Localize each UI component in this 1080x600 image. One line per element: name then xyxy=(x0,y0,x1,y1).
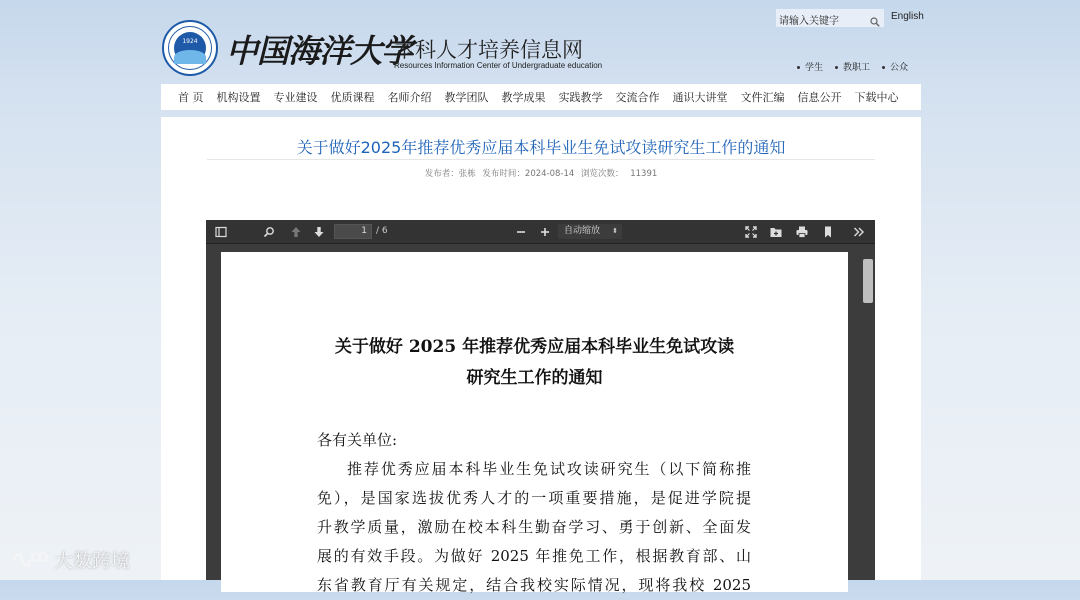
bookmark-icon[interactable] xyxy=(821,225,835,239)
english-link[interactable]: English xyxy=(891,11,924,22)
watermark-logo-icon xyxy=(8,548,48,572)
seal-wave xyxy=(174,50,206,64)
document-body xyxy=(317,426,751,600)
print-icon[interactable] xyxy=(795,225,809,239)
main-nav xyxy=(161,84,921,110)
search-icon[interactable] xyxy=(870,12,880,22)
nav-item-lectures[interactable]: 通识大讲堂 xyxy=(672,91,728,104)
document-line: 升教学质量，激励在校本科生勤奋学习、勇于创新、全面发 xyxy=(317,518,751,536)
article-title: 关于做好2025年推荐优秀应届本科毕业生免试攻读研究生工作的通知 xyxy=(296,138,786,157)
select-caret-icon: ⬍ xyxy=(612,227,618,235)
sidebar-toggle-icon[interactable] xyxy=(214,225,228,239)
pdf-scrollbar-thumb[interactable] xyxy=(863,259,873,303)
document-line: 推荐优秀应届本科毕业生免试攻读研究生（以下简称推 xyxy=(347,460,751,478)
user-link-student[interactable] xyxy=(797,60,823,73)
document-line: 展的有效手段。为做好 2025 年推免工作，根据教育部、山 xyxy=(317,547,751,565)
nav-item-teams[interactable]: 教学团队 xyxy=(444,91,489,104)
bullet-icon xyxy=(797,66,800,69)
nav-item-downloads[interactable]: 下载中心 xyxy=(854,91,899,104)
document-title-line: 研究生工作的通知 xyxy=(466,368,603,388)
user-link-public[interactable] xyxy=(882,60,908,73)
user-link-label: 教职工 xyxy=(843,63,871,73)
pdf-page xyxy=(221,252,848,592)
find-icon[interactable] xyxy=(262,225,276,239)
pdf-viewer[interactable] xyxy=(206,220,875,594)
open-file-icon[interactable] xyxy=(769,225,783,239)
university-seal-logo[interactable] xyxy=(162,20,218,76)
nav-item-achievements[interactable]: 教学成果 xyxy=(501,91,546,104)
article-meta: 发布者：张栋 发布时间：2024-08-14 浏览次数： 11391 xyxy=(424,169,658,179)
site-title: 本科人才培养信息网 xyxy=(394,38,583,62)
page-count: / 6 xyxy=(376,226,388,236)
presentation-mode-icon[interactable] xyxy=(744,225,758,239)
zoom-select-value: 自动缩放 xyxy=(564,226,601,236)
nav-item-disclosure[interactable]: 信息公开 xyxy=(797,91,842,104)
nav-item-practice[interactable]: 实践教学 xyxy=(558,91,603,104)
nav-item-teachers[interactable]: 名师介绍 xyxy=(387,91,432,104)
document-title-line: 关于做好 2025 年推荐优秀应届本科毕业生免试攻读 xyxy=(334,337,735,357)
title-divider xyxy=(207,159,875,160)
user-link-staff[interactable] xyxy=(835,60,870,73)
university-name-logotype[interactable]: 中国海洋大学 xyxy=(226,32,413,70)
search-input[interactable]: 请输入关键字 xyxy=(776,9,884,27)
user-links xyxy=(797,60,908,73)
document-title xyxy=(221,332,848,394)
watermark xyxy=(8,546,130,573)
document-line: 东省教育厅有关规定，结合我校实际情况，现将我校 2025 xyxy=(317,576,751,594)
zoom-select[interactable] xyxy=(558,224,622,239)
nav-item-exchange[interactable]: 交流合作 xyxy=(615,91,660,104)
zoom-out-icon[interactable] xyxy=(514,225,528,239)
bullet-icon xyxy=(835,66,838,69)
nav-item-home[interactable]: 首 页 xyxy=(178,91,204,104)
page-number-input[interactable]: 1 xyxy=(334,224,372,239)
document-salutation: 各有关单位: xyxy=(317,431,398,449)
user-link-label: 公众 xyxy=(890,63,909,73)
document-line: 免），是国家选拔优秀人才的一项重要措施，是促进学院提 xyxy=(317,489,751,507)
bullet-icon xyxy=(882,66,885,69)
next-page-icon[interactable] xyxy=(312,225,326,239)
previous-page-icon[interactable] xyxy=(289,225,303,239)
nav-item-courses[interactable]: 优质课程 xyxy=(330,91,375,104)
article-container xyxy=(161,117,921,594)
nav-item-documents[interactable]: 文件汇编 xyxy=(740,91,785,104)
seal-year: 1924 xyxy=(182,38,198,45)
pdf-toolbar xyxy=(206,220,875,244)
zoom-in-icon[interactable] xyxy=(538,225,552,239)
site-subtitle: Resources Information Center of Undergraduate education xyxy=(394,61,603,70)
user-link-label: 学生 xyxy=(805,63,824,73)
nav-item-organization[interactable]: 机构设置 xyxy=(216,91,261,104)
watermark-text: 大数跨境 xyxy=(54,550,131,572)
more-tools-icon[interactable] xyxy=(852,225,866,239)
nav-item-majors[interactable]: 专业建设 xyxy=(273,91,318,104)
seal-emblem xyxy=(174,32,206,64)
